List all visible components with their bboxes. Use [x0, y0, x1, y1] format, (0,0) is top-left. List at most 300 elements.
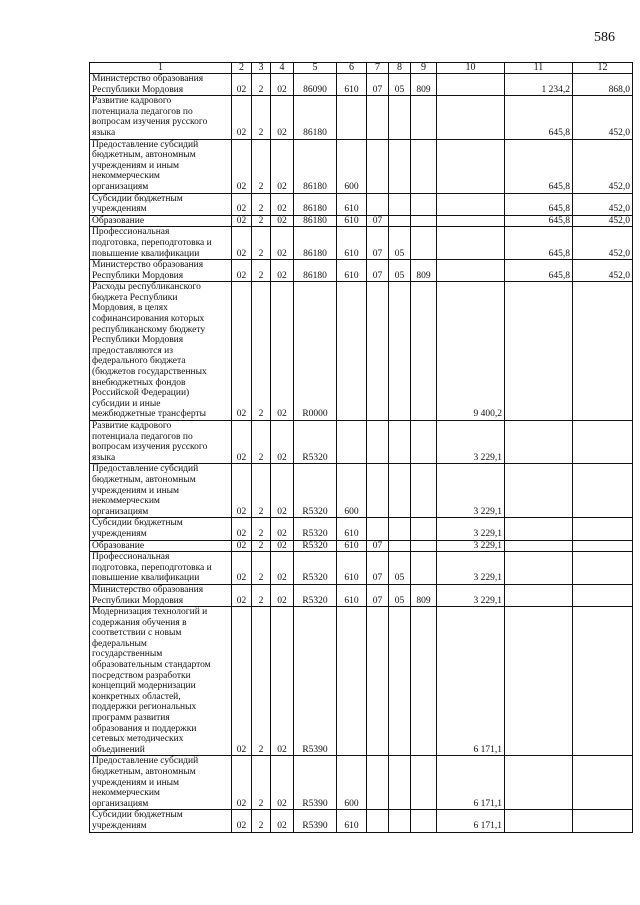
section-cell: [367, 756, 389, 810]
column-header: 1: [90, 63, 232, 74]
description-line: Республики Мордовия: [92, 335, 184, 346]
description-line: учреждениям и иным: [92, 485, 180, 496]
amount-col11-cell: [505, 518, 573, 540]
subsection-cell: [389, 607, 411, 756]
table-row: [90, 215, 633, 227]
section-code-cell: 2: [252, 74, 271, 96]
description-line: Республики Мордовия: [92, 595, 184, 606]
expense-type-cell: 610: [337, 584, 367, 606]
amount-col11-cell: [505, 810, 573, 832]
description-line: повышение квалификации: [92, 573, 200, 584]
amount-col12-cell: [573, 421, 633, 464]
subsection-cell: 05: [389, 260, 411, 282]
target-article-cell: 86180: [294, 260, 337, 282]
table-row: [90, 139, 633, 193]
amount-col12-cell: [573, 282, 633, 421]
subsection-code-cell: 02: [271, 810, 294, 832]
subsection-cell: [389, 540, 411, 552]
table-row: [90, 96, 633, 139]
description-line: Субсидии бюджетным: [92, 518, 183, 529]
table-row: [90, 421, 633, 464]
gov-code-cell: [411, 227, 437, 260]
column-header: 2: [232, 63, 252, 74]
amount-col10-cell: [437, 260, 505, 282]
description-line: подготовка, переподготовка и: [92, 562, 212, 573]
gov-code-cell: [411, 215, 437, 227]
description-line: объединений: [92, 744, 145, 755]
section-code-cell: 2: [252, 810, 271, 832]
description-line: Профессиональная: [92, 227, 170, 238]
ved-code-cell: 02: [232, 584, 252, 606]
row-description: [90, 607, 232, 756]
description-line: программ развития: [92, 713, 170, 724]
subsection-cell: 05: [389, 552, 411, 585]
section-code-cell: 2: [252, 96, 271, 139]
ved-code-cell: 02: [232, 282, 252, 421]
section-code-cell: 2: [252, 139, 271, 193]
description-line: организациям: [92, 181, 149, 192]
description-line: Образование: [92, 215, 145, 226]
amount-col10-cell: 3 229,1: [437, 584, 505, 606]
gov-code-cell: [411, 607, 437, 756]
amount-col10-cell: [437, 227, 505, 260]
section-cell: [367, 810, 389, 832]
expense-type-cell: 600: [337, 464, 367, 518]
gov-code-cell: [411, 464, 437, 518]
ved-code-cell: 02: [232, 421, 252, 464]
target-article-cell: R5320: [294, 421, 337, 464]
amount-col10-cell: 6 171,1: [437, 810, 505, 832]
expense-type-cell: [337, 607, 367, 756]
subsection-cell: [389, 810, 411, 832]
description-line: Расходы республиканского: [92, 282, 201, 293]
row-description: [90, 810, 232, 832]
description-line: вопросам изучения русского: [92, 442, 208, 453]
description-line: учреждениям: [92, 204, 147, 215]
amount-col10-cell: 3 229,1: [437, 540, 505, 552]
column-header: 10: [437, 63, 505, 74]
section-cell: 07: [367, 260, 389, 282]
description-line: внебюджетных фондов: [92, 377, 186, 388]
expense-type-cell: 610: [337, 810, 367, 832]
description-line: Субсидии бюджетным: [92, 810, 183, 821]
description-line: Республики Мордовия: [92, 270, 184, 281]
description-line: бюджетным, автономным: [92, 150, 196, 161]
subsection-cell: [389, 282, 411, 421]
amount-col10-cell: [437, 74, 505, 96]
row-description: [90, 584, 232, 606]
row-description: [90, 552, 232, 585]
description-line: федерального бюджета: [92, 356, 186, 367]
gov-code-cell: 809: [411, 74, 437, 96]
section-code-cell: 2: [252, 584, 271, 606]
amount-col11-cell: [505, 607, 573, 756]
target-article-cell: 86180: [294, 96, 337, 139]
section-code-cell: 2: [252, 260, 271, 282]
amount-col11-cell: [505, 464, 573, 518]
description-line: поддержки региональных: [92, 702, 197, 713]
description-line: софинансирования которых: [92, 314, 205, 325]
expense-type-cell: 600: [337, 139, 367, 193]
section-cell: [367, 96, 389, 139]
description-line: учреждениям и иным: [92, 777, 180, 788]
description-line: посредством разработки: [92, 670, 191, 681]
gov-code-cell: [411, 421, 437, 464]
ved-code-cell: 02: [232, 540, 252, 552]
expense-type-cell: 610: [337, 215, 367, 227]
description-line: Министерство образования: [92, 74, 204, 84]
section-cell: [367, 518, 389, 540]
amount-col11-cell: 645,8: [505, 227, 573, 260]
subsection-cell: [389, 464, 411, 518]
description-line: учреждениям: [92, 528, 147, 539]
target-article-cell: R5320: [294, 584, 337, 606]
gov-code-cell: [411, 96, 437, 139]
description-line: содержания обучения в: [92, 617, 187, 628]
section-cell: [367, 607, 389, 756]
ved-code-cell: 02: [232, 607, 252, 756]
column-header: 3: [252, 63, 271, 74]
amount-col10-cell: [437, 215, 505, 227]
description-line: Профессиональная: [92, 552, 170, 563]
section-cell: [367, 421, 389, 464]
subsection-code-cell: 02: [271, 756, 294, 810]
description-line: межбюджетные трансферты: [92, 409, 206, 420]
amount-col11-cell: 645,8: [505, 260, 573, 282]
ved-code-cell: 02: [232, 464, 252, 518]
amount-col10-cell: [437, 139, 505, 193]
target-article-cell: R5320: [294, 540, 337, 552]
amount-col12-cell: 868,0: [573, 74, 633, 96]
section-code-cell: 2: [252, 756, 271, 810]
description-line: подготовка, переподготовка и: [92, 237, 212, 248]
target-article-cell: R5390: [294, 810, 337, 832]
description-line: организациям: [92, 798, 149, 809]
row-description: [90, 464, 232, 518]
description-line: Мордовия, в целях: [92, 303, 168, 314]
amount-col11-cell: [505, 584, 573, 606]
table-row: [90, 607, 633, 756]
amount-col12-cell: 452,0: [573, 139, 633, 193]
target-article-cell: R5390: [294, 756, 337, 810]
section-code-cell: 2: [252, 464, 271, 518]
row-description: [90, 215, 232, 227]
column-header: 12: [573, 63, 633, 74]
target-article-cell: R5320: [294, 552, 337, 585]
description-line: Предоставление субсидий: [92, 756, 199, 767]
description-line: Развитие кадрового: [92, 421, 172, 431]
column-header: 5: [294, 63, 337, 74]
amount-col10-cell: 6 171,1: [437, 607, 505, 756]
section-code-cell: 2: [252, 282, 271, 421]
amount-col10-cell: 6 171,1: [437, 756, 505, 810]
amount-col10-cell: 3 229,1: [437, 421, 505, 464]
section-code-cell: 2: [252, 227, 271, 260]
section-code-cell: 2: [252, 193, 271, 215]
row-description: [90, 421, 232, 464]
subsection-code-cell: 02: [271, 139, 294, 193]
amount-col12-cell: [573, 464, 633, 518]
subsection-code-cell: 02: [271, 584, 294, 606]
ved-code-cell: 02: [232, 227, 252, 260]
target-article-cell: 86180: [294, 215, 337, 227]
subsection-cell: [389, 139, 411, 193]
section-cell: 07: [367, 540, 389, 552]
amount-col10-cell: [437, 193, 505, 215]
budget-table: [89, 62, 633, 833]
column-header: 7: [367, 63, 389, 74]
description-line: Министерство образования: [92, 260, 204, 271]
row-description: [90, 74, 232, 96]
amount-col12-cell: [573, 810, 633, 832]
gov-code-cell: [411, 518, 437, 540]
subsection-code-cell: 02: [271, 74, 294, 96]
subsection-code-cell: 02: [271, 518, 294, 540]
gov-code-cell: [411, 193, 437, 215]
gov-code-cell: 809: [411, 260, 437, 282]
column-header: 11: [505, 63, 573, 74]
ved-code-cell: 02: [232, 260, 252, 282]
description-line: Образование: [92, 540, 145, 551]
gov-code-cell: 809: [411, 584, 437, 606]
description-line: бюджета Республики: [92, 292, 178, 303]
amount-col12-cell: 452,0: [573, 227, 633, 260]
description-line: учреждениям: [92, 820, 147, 831]
subsection-code-cell: 02: [271, 607, 294, 756]
expense-type-cell: 610: [337, 74, 367, 96]
description-line: некоммерческим: [92, 171, 160, 182]
description-line: бюджетным, автономным: [92, 474, 196, 485]
subsection-cell: 05: [389, 584, 411, 606]
row-description: [90, 139, 232, 193]
gov-code-cell: [411, 810, 437, 832]
amount-col12-cell: [573, 540, 633, 552]
expense-type-cell: [337, 96, 367, 139]
amount-col10-cell: 3 229,1: [437, 552, 505, 585]
description-line: образования и поддержки: [92, 723, 197, 734]
subsection-code-cell: 02: [271, 421, 294, 464]
table-row: [90, 282, 633, 421]
header-row: [90, 63, 633, 74]
row-description: [90, 193, 232, 215]
page-number: 586: [594, 30, 615, 45]
ved-code-cell: 02: [232, 193, 252, 215]
target-article-cell: 86090: [294, 74, 337, 96]
section-cell: 07: [367, 552, 389, 585]
amount-col12-cell: [573, 552, 633, 585]
subsection-code-cell: 02: [271, 96, 294, 139]
amount-col11-cell: 645,8: [505, 96, 573, 139]
description-line: (бюджетов государственных: [92, 367, 207, 378]
amount-col10-cell: 3 229,1: [437, 518, 505, 540]
amount-col11-cell: 1 234,2: [505, 74, 573, 96]
table-row: [90, 74, 633, 96]
amount-col12-cell: [573, 607, 633, 756]
section-cell: [367, 193, 389, 215]
table-row: [90, 193, 633, 215]
description-line: предоставляются из: [92, 345, 173, 356]
subsection-cell: [389, 756, 411, 810]
description-line: Предоставление субсидий: [92, 464, 199, 475]
subsection-code-cell: 02: [271, 227, 294, 260]
column-header: 8: [389, 63, 411, 74]
description-line: Предоставление субсидий: [92, 139, 199, 150]
amount-col12-cell: 452,0: [573, 193, 633, 215]
amount-col11-cell: [505, 421, 573, 464]
ved-code-cell: 02: [232, 810, 252, 832]
description-line: Министерство образования: [92, 584, 204, 595]
gov-code-cell: [411, 540, 437, 552]
description-line: организациям: [92, 506, 149, 517]
table-row: [90, 810, 633, 832]
expense-type-cell: [337, 282, 367, 421]
description-line: Российской Федерации): [92, 388, 190, 399]
table-row: [90, 552, 633, 585]
gov-code-cell: [411, 552, 437, 585]
description-line: потенциала педагогов по: [92, 106, 193, 117]
section-code-cell: 2: [252, 421, 271, 464]
description-line: некоммерческим: [92, 496, 160, 507]
target-article-cell: R5320: [294, 518, 337, 540]
target-article-cell: R0000: [294, 282, 337, 421]
expense-type-cell: 610: [337, 260, 367, 282]
table-row: [90, 584, 633, 606]
target-article-cell: R5390: [294, 607, 337, 756]
amount-col11-cell: [505, 552, 573, 585]
description-line: вопросам изучения русского: [92, 117, 208, 128]
amount-col10-cell: [437, 96, 505, 139]
subsection-code-cell: 02: [271, 215, 294, 227]
amount-col11-cell: [505, 282, 573, 421]
subsection-cell: [389, 518, 411, 540]
target-article-cell: 86180: [294, 227, 337, 260]
row-description: [90, 96, 232, 139]
description-line: конкретных областей,: [92, 691, 181, 702]
description-line: языка: [92, 127, 116, 138]
section-code-cell: 2: [252, 607, 271, 756]
target-article-cell: 86180: [294, 193, 337, 215]
column-header: 9: [411, 63, 437, 74]
table-row: [90, 518, 633, 540]
section-cell: [367, 282, 389, 421]
subsection-code-cell: 02: [271, 260, 294, 282]
section-code-cell: 2: [252, 518, 271, 540]
section-cell: 07: [367, 74, 389, 96]
description-line: языка: [92, 452, 116, 463]
description-line: республиканскому бюджету: [92, 324, 206, 335]
expense-type-cell: 610: [337, 518, 367, 540]
amount-col11-cell: 645,8: [505, 193, 573, 215]
subsection-code-cell: 02: [271, 282, 294, 421]
ved-code-cell: 02: [232, 756, 252, 810]
amount-col12-cell: [573, 518, 633, 540]
row-description: [90, 518, 232, 540]
section-cell: 07: [367, 227, 389, 260]
amount-col12-cell: 452,0: [573, 215, 633, 227]
subsection-cell: [389, 215, 411, 227]
row-description: [90, 260, 232, 282]
row-description: [90, 540, 232, 552]
section-cell: [367, 139, 389, 193]
amount-col10-cell: 9 400,2: [437, 282, 505, 421]
description-line: учреждениям и иным: [92, 160, 180, 171]
amount-col12-cell: [573, 584, 633, 606]
gov-code-cell: [411, 139, 437, 193]
subsection-code-cell: 02: [271, 464, 294, 518]
table-row: [90, 464, 633, 518]
description-line: некоммерческим: [92, 788, 160, 799]
row-description: [90, 756, 232, 810]
description-line: образовательным стандартом: [92, 660, 211, 671]
ved-code-cell: 02: [232, 139, 252, 193]
description-line: потенциала педагогов по: [92, 431, 193, 442]
subsection-cell: 05: [389, 74, 411, 96]
target-article-cell: 86180: [294, 139, 337, 193]
section-cell: [367, 464, 389, 518]
subsection-cell: [389, 193, 411, 215]
expense-type-cell: 600: [337, 756, 367, 810]
subsection-cell: 05: [389, 227, 411, 260]
subsection-code-cell: 02: [271, 540, 294, 552]
section-code-cell: 2: [252, 552, 271, 585]
description-line: концепций модернизации: [92, 681, 196, 692]
amount-col11-cell: [505, 540, 573, 552]
subsection-code-cell: 02: [271, 552, 294, 585]
expense-type-cell: [337, 421, 367, 464]
amount-col11-cell: 645,8: [505, 215, 573, 227]
description-line: федеральным: [92, 638, 147, 649]
row-description: [90, 227, 232, 260]
subsection-code-cell: 02: [271, 193, 294, 215]
amount-col12-cell: 452,0: [573, 96, 633, 139]
description-line: соответствии с новым: [92, 628, 182, 639]
gov-code-cell: [411, 282, 437, 421]
amount-col11-cell: [505, 756, 573, 810]
description-line: сетевых методических: [92, 734, 184, 745]
description-line: субсидии и иные: [92, 398, 161, 409]
description-line: Республики Мордовия: [92, 84, 184, 95]
table-row: [90, 227, 633, 260]
section-cell: 07: [367, 215, 389, 227]
section-cell: 07: [367, 584, 389, 606]
expense-type-cell: 610: [337, 540, 367, 552]
description-line: Субсидии бюджетным: [92, 193, 183, 204]
column-header: 4: [271, 63, 294, 74]
ved-code-cell: 02: [232, 96, 252, 139]
expense-type-cell: 610: [337, 227, 367, 260]
description-line: Развитие кадрового: [92, 96, 172, 107]
table-row: [90, 540, 633, 552]
gov-code-cell: [411, 756, 437, 810]
ved-code-cell: 02: [232, 518, 252, 540]
amount-col11-cell: 645,8: [505, 139, 573, 193]
row-description: [90, 282, 232, 421]
expense-type-cell: 610: [337, 552, 367, 585]
expense-type-cell: 610: [337, 193, 367, 215]
amount-col12-cell: 452,0: [573, 260, 633, 282]
section-code-cell: 2: [252, 215, 271, 227]
description-line: Модернизация технологий и: [92, 607, 208, 618]
table-row: [90, 756, 633, 810]
section-code-cell: 2: [252, 540, 271, 552]
description-line: повышение квалификации: [92, 248, 200, 259]
amount-col10-cell: 3 229,1: [437, 464, 505, 518]
ved-code-cell: 02: [232, 215, 252, 227]
subsection-cell: [389, 96, 411, 139]
description-line: бюджетным, автономным: [92, 767, 196, 777]
table-row: [90, 260, 633, 282]
amount-col12-cell: [573, 756, 633, 810]
